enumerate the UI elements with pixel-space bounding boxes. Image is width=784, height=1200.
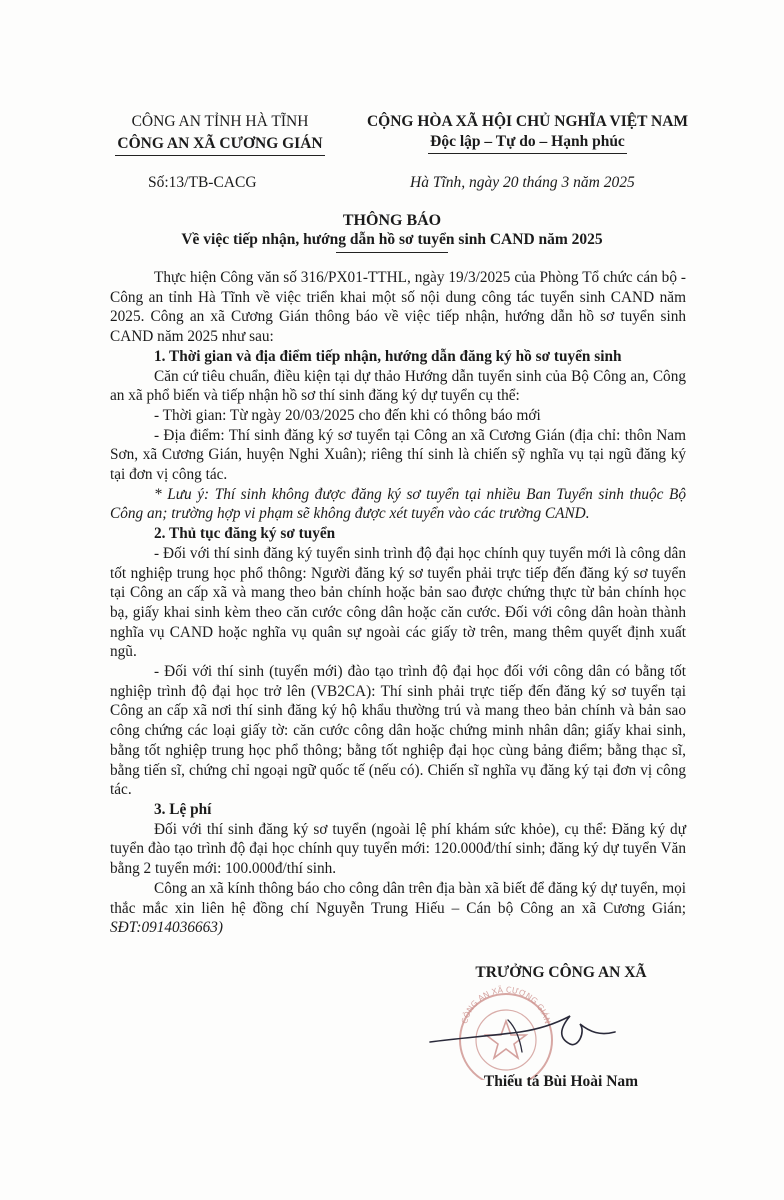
closing-paragraph (110, 879, 686, 938)
intro-paragraph: Thực hiện Công văn số 316/PX01-TTHL, ngày 19/3/2025 của Phòng Tổ chức cán bộ - Công an tỉnh Hà Tĩnh về việc triển khai một số nội dung công tác tuyển sinh CAND năm 2025. Công an xã Cương Gián thông báo về việc tiếp nhận, hướng dẫn hồ sơ tuyển sinh CAND năm 2025 như sau: (110, 269, 686, 346)
document-number: Số:13/TB-CACG (148, 174, 257, 191)
signer-position: TRƯỞNG CÔNG AN XÃ (475, 964, 647, 981)
contact-phone: SĐT:0914036663) (110, 919, 224, 937)
document-body (110, 268, 686, 938)
svg-text:CÔNG AN XÃ CƯƠNG GIÁN: CÔNG AN XÃ CƯƠNG GIÁN (460, 985, 552, 1025)
closing-text: Công an xã kính thông báo cho công dân trên địa bàn xã biết để đăng ký dự tuyển, mọi thắc mắc xin liên hệ đồng chí Nguyễn Trung Hiếu – Cán bộ Công an xã Cương Gián; (110, 879, 686, 917)
signer-name: Thiếu tá Bùi Hoài Nam (483, 1073, 639, 1090)
issuing-agency-block (90, 112, 350, 156)
section-1-time: - Thời gian: Từ ngày 20/03/2025 cho đến khi có thông báo mới (154, 406, 541, 424)
document-header (0, 112, 784, 192)
section-2-heading: 2. Thủ tục đăng ký sơ tuyển (154, 525, 336, 543)
section-2-paragraph-1: - Đối với thí sinh đăng ký tuyển sinh trình độ đại học chính quy tuyển mới là công dân tốt nghiệp trung học phổ thông: Người đăng ký sơ tuyển phải trực tiếp đến đăng ký sơ tuyển tại Công an cấp xã và mang theo bản chính hoặc bản sao được chứng thực từ bản chính học bạ, giấy khai sinh kèm theo căn cước công dân hoặc căn cước. Đối với công dân hoàn thành nghĩa vụ CAND hoặc nghĩa vụ quân sự ngoài các giấy tờ trên, mang thêm quyết định xuất ngũ. (110, 544, 686, 661)
national-motto-block (350, 112, 705, 154)
section-1-note (110, 485, 686, 524)
document-subtitle: Về việc tiếp nhận, hướng dẫn hồ sơ tuyển sinh CAND năm 2025 (181, 231, 603, 248)
country-name: CỘNG HÒA XÃ HỘI CHỦ NGHĨA VIỆT NAM (366, 113, 689, 130)
section-3-heading: 3. Lệ phí (154, 800, 212, 818)
document-title: THÔNG BÁO (342, 212, 442, 229)
section-1-paragraph: Căn cứ tiêu chuẩn, điều kiện tại dự thảo Hướng dẫn tuyển sinh của Bộ Công an, Công an xã phổ biến và tiếp nhận hồ sơ thí sinh đăng ký dự tuyển cụ thể: (110, 367, 686, 405)
issuing-unit: CÔNG AN XÃ CƯƠNG GIÁN (115, 134, 324, 156)
section-1-place: - Địa điểm: Thí sinh đăng ký sơ tuyển tại Công an xã Cương Gián (địa chỉ: thôn Nam Sơn, xã Cương Gián, huyện Nghi Xuân); riêng thí sinh là chiến sỹ nghĩa vụ tại ngũ đăng ký tại đơn vị công tác. (110, 426, 686, 484)
parent-agency: CÔNG AN TỈNH HÀ TĨNH (131, 113, 309, 130)
national-motto: Độc lập – Tự do – Hạnh phúc (428, 132, 627, 154)
note-label: * Lưu ý: (154, 485, 215, 503)
section-3-paragraph: Đối với thí sinh đăng ký sơ tuyển (ngoài lệ phí khám sức khỏe), cụ thể: Đăng ký dự tuyển đào tạo trình độ đại học chính quy tuyển mới: 120.000đ/thí sinh; đăng ký dự tuyển Văn bằng 2 tuyển mới: 100.000đ/thí sinh. (110, 820, 686, 878)
handwritten-signature (420, 1002, 620, 1062)
place-and-date: Hà Tĩnh, ngày 20 tháng 3 năm 2025 (410, 174, 635, 191)
section-2-paragraph-2: - Đối với thí sinh (tuyển mới) đào tạo trình độ đại học đối với công dân có bằng tốt nghiệp trình độ đại học trở lên (VB2CA): Thí sinh phải trực tiếp đến đăng ký sơ tuyển tại Công an cấp xã nơi thí sinh đăng ký hộ khẩu thường trú và mang theo bản chính và bản sao công chứng các loại giấy tờ: căn cước công dân hoặc chứng minh nhân dân; giấy khai sinh, bằng tốt nghiệp trung học phổ thông; bằng tốt nghiệp đại học cùng bảng điểm; bằng thạc sĩ, bằng tiến sĩ, chứng chỉ ngoại ngữ quốc tế (nếu có). Chiến sĩ nghĩa vụ đăng ký tại đơn vị công tác. (110, 663, 686, 799)
section-1-heading: 1. Thời gian và địa điểm tiếp nhận, hướng dẫn đăng ký hồ sơ tuyển sinh (154, 347, 622, 365)
note-text: Thí sinh không được đăng ký sơ tuyển tại nhiều Ban Tuyển sinh thuộc Bộ Công an; trường hợp vi phạm sẽ không được xét tuyển vào các trường CAND. (110, 485, 686, 523)
subtitle-underline (336, 252, 448, 253)
